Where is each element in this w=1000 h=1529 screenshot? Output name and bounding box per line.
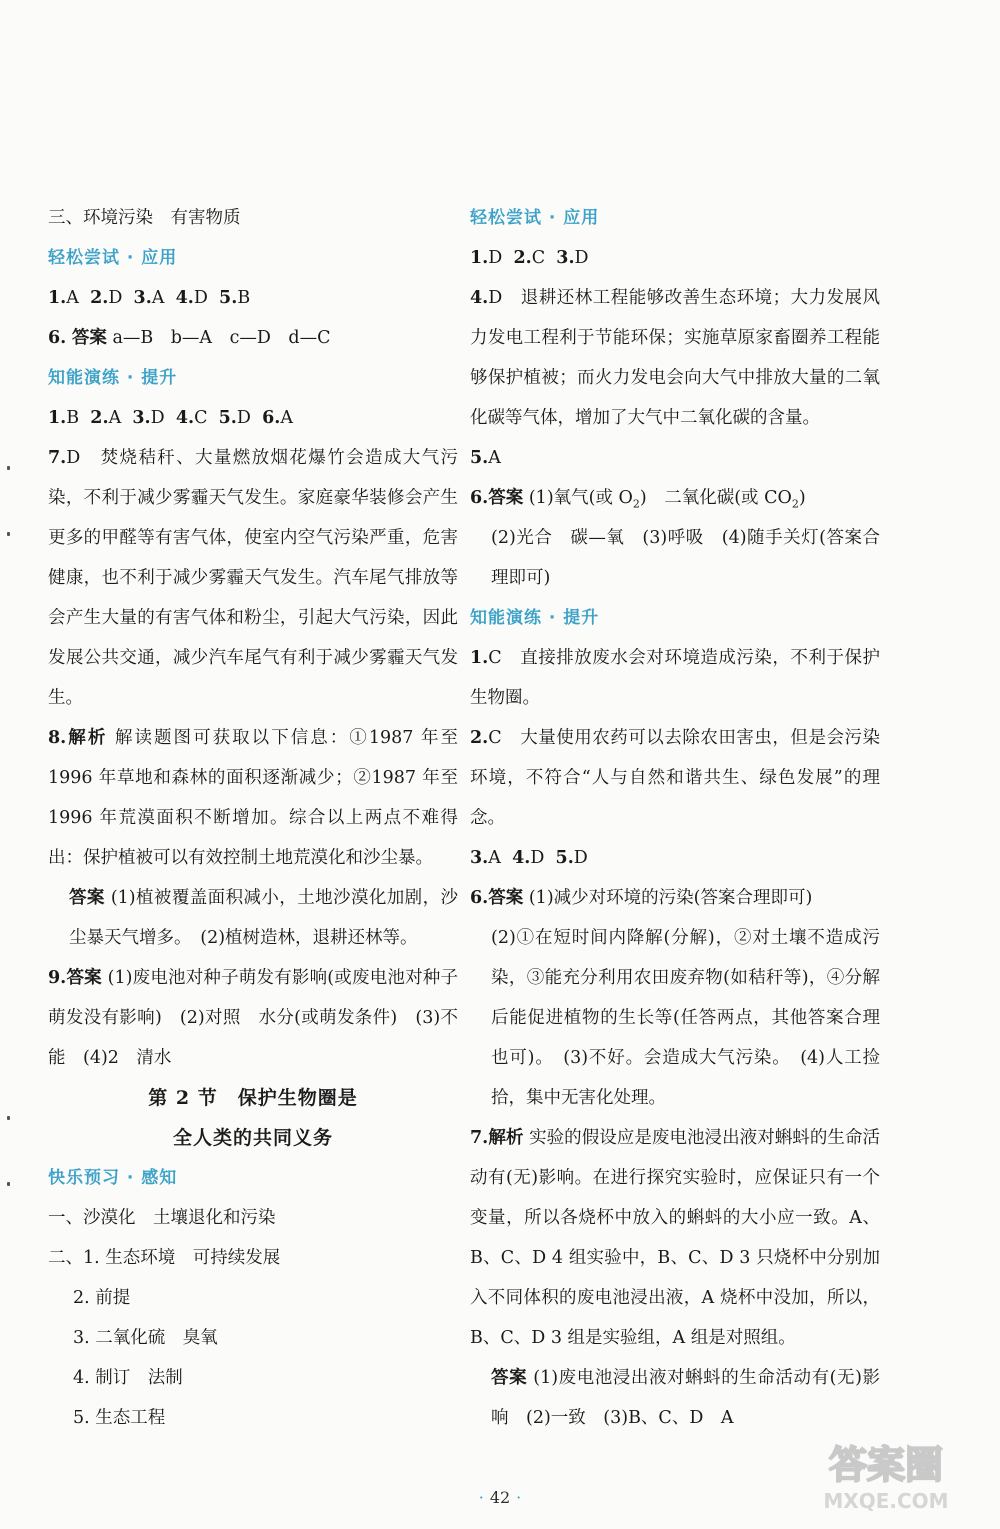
section-label: 知能演练 · 提升 [470, 608, 600, 628]
watermark-logo [816, 1428, 956, 1518]
scan-speck [7, 1182, 10, 1186]
answer-line: 一、沙漠化 土壤退化和污染 [48, 1208, 276, 1228]
section-heading: 三、环境污染 有害物质 [48, 208, 241, 228]
watermark-main: 答案圈 [828, 1443, 944, 1487]
answer-line: 3.A 4.D 5.D [470, 848, 588, 868]
page-number: · 42 · [478, 1488, 522, 1507]
answer-line: 6. 答案 a—B b—A c—D d—C [48, 328, 331, 348]
answer-paragraph: 答案 (1)植被覆盖面积减小，土地沙漠化加剧，沙尘暴天气增多。 (2)植树造林，退耕还林等。 [69, 888, 458, 948]
answer-paragraph: (2)光合 碳—氧 (3)呼吸 (4)随手关灯(答案合理即可) [491, 528, 880, 588]
answer-line: 4. 制订 法制 [73, 1368, 183, 1388]
answer-paragraph: 1.C 直接排放废水会对环境造成污染，不利于保护生物圈。 [470, 648, 880, 708]
section-label: 知能演练 · 提升 [48, 368, 178, 388]
analysis-paragraph: 8.解析 解读题图可获取以下信息：①1987 年至 1996 年草地和森林的面积逐渐减少；②1987 年至 1996 年荒漠面积不断增加。综合以上两点不难得出：保护植被可以有效控制土地荒漠化和沙尘暴。 [48, 728, 458, 868]
answer-paragraph: 9.答案 (1)废电池对种子萌发有影响(或废电池对种子萌发没有影响) (2)对照 水分(或萌发条件) (3)不能 (4)2 清水 [48, 968, 458, 1068]
section-label: 轻松尝试 · 应用 [48, 248, 178, 268]
left-column [48, 198, 458, 1438]
scan-speck [7, 1116, 10, 1120]
answer-line: 1.B 2.A 3.D 4.C 5.D 6.A [48, 408, 293, 428]
answer-line: 6.答案 (1)减少对环境的污染(答案合理即可) [470, 888, 813, 908]
answer-paragraph: (2)①在短时间内降解(分解)，②对土壤不造成污染，③能充分利用农田废弃物(如秸秆等)，④分解后能促进植物的生长等(任答两点，其他答案合理也可)。 (3)不好。会造成大气污染。 (4)人工捡拾，集中无害化处理。 [491, 928, 880, 1108]
answer-line: 2. 前提 [73, 1288, 131, 1308]
section-label: 轻松尝试 · 应用 [470, 208, 600, 228]
section-label: 快乐预习 · 感知 [48, 1168, 178, 1188]
chapter-title: 全人类的共同义务 [172, 1127, 333, 1149]
answer-paragraph: 7.D 焚烧秸秆、大量燃放烟花爆竹会造成大气污染，不利于减少雾霾天气发生。家庭豪华装修会产生更多的甲醛等有害气体，使室内空气污染严重，危害健康，也不利于减少雾霾天气发生。汽车尾气排放等会产生大量的有害气体和粉尘，引起大气污染，因此发展公共交通，减少汽车尾气有利于减少雾霾天气发生。 [48, 448, 458, 708]
answer-line: 1.A 2.D 3.A 4.D 5.B [48, 288, 251, 308]
chapter-title: 第 2 节 保护生物圈是 [148, 1087, 358, 1109]
answer-paragraph: 6.答案 (1)氧气(或 $O_2$) 二氧化碳(或 $CO_2$) [470, 488, 806, 511]
scan-speck [7, 466, 10, 470]
right-column [470, 198, 880, 1438]
answer-paragraph: 答案 (1)废电池浸出液对蝌蚪的生命活动有(无)影响 (2)一致 (3)B、C、D A [491, 1368, 880, 1428]
scan-speck [7, 532, 10, 536]
answer-line: 5.A [470, 448, 501, 468]
answer-line: 1.D 2.C 3.D [470, 248, 589, 268]
answer-paragraph: 4.D 退耕还林工程能够改善生态环境；大力发展风力发电工程利于节能环保；实施草原家畜圈养工程能够保护植被；而火力发电会向大气中排放大量的二氧化碳等气体，增加了大气中二氧化碳的含量。 [470, 288, 880, 428]
answer-line: 二、1. 生态环境 可持续发展 [48, 1248, 281, 1268]
answer-line: 3. 二氧化硫 臭氧 [73, 1328, 218, 1348]
watermark-sub: MXQE.COM [823, 1489, 949, 1513]
analysis-paragraph: 7.解析 实验的假设应是废电池浸出液对蝌蚪的生命活动有(无)影响。在进行探究实验时，应保证只有一个变量，所以各烧杯中放入的蝌蚪的大小应一致。A、B、C、D 4 组实验中，B、C、D 3 只烧杯中分别加入不同体积的废电池浸出液，A 烧杯中没加，所以，B、C、D 3 组是实验组，A 组是对照组。 [470, 1128, 881, 1348]
answer-paragraph: 2.C 大量使用农药可以去除农田害虫，但是会污染环境，不符合“人与自然和谐共生、绿色发展”的理念。 [470, 728, 880, 828]
answer-line: 5. 生态工程 [73, 1408, 166, 1428]
